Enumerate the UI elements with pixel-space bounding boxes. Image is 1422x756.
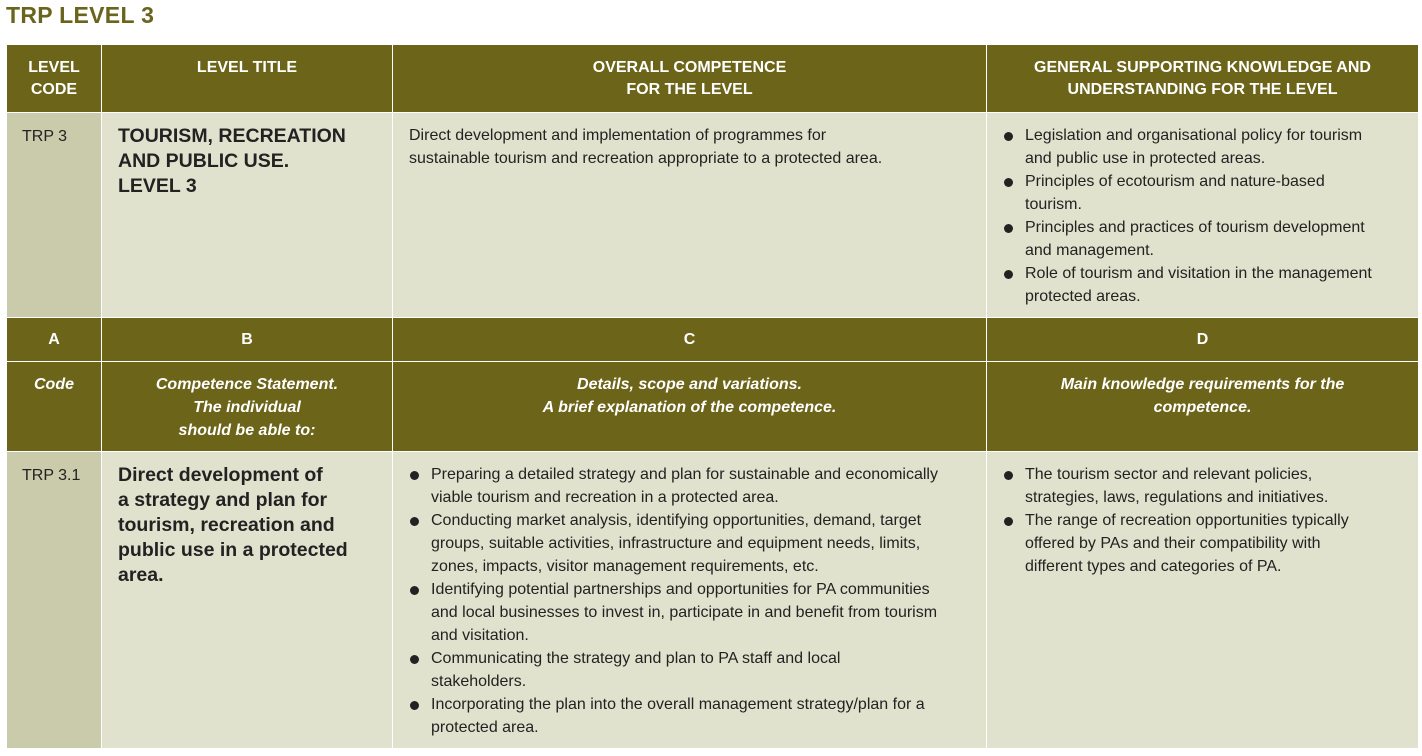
list-item: Role of tourism and visitation in the management protected areas. [1003, 262, 1404, 308]
competence-row [7, 452, 1419, 749]
competence-statement-cell [102, 452, 393, 749]
header-overall-competence: OVERALL COMPETENCE FOR THE LEVEL [393, 45, 987, 113]
list-item: Conducting market analysis, identifying opportunities, demand, target groups, suitable activities, infrastructure and equipment needs, limits, zones, impacts, visitor management requirements, etc. [409, 509, 972, 578]
list-item: Principles of ecotourism and nature-based tourism. [1003, 170, 1404, 216]
column-letter-c: C [393, 318, 987, 362]
level-title-cell [102, 113, 393, 318]
overall-competence: Direct development and implementation of programmes for sustainable tourism and recreation appropriate to a protected area. [409, 127, 883, 167]
list-item: Incorporating the plan into the overall management strategy/plan for a protected area. [409, 693, 972, 739]
header-level-code: LEVEL CODE [7, 45, 102, 113]
header-details-scope: Details, scope and variations. A brief explanation of the competence. [393, 362, 987, 452]
competence-table [6, 44, 1419, 749]
list-item: The range of recreation opportunities typically offered by PAs and their compatibility with different types and categories of PA. [1003, 509, 1404, 578]
column-letter-d: D [987, 318, 1419, 362]
header-general-knowledge: GENERAL SUPPORTING KNOWLEDGE AND UNDERSTANDING FOR THE LEVEL [987, 45, 1419, 113]
details-cell [393, 452, 987, 749]
main-knowledge-list [987, 452, 1418, 578]
overall-competence-cell [393, 113, 987, 318]
header-competence-statement: Competence Statement. The individual should be able to: [102, 362, 393, 452]
header-row-level [7, 45, 1419, 113]
list-item: The tourism sector and relevant policies, strategies, laws, regulations and initiatives. [1003, 463, 1404, 509]
list-item: Principles and practices of tourism development and management. [1003, 216, 1404, 262]
list-item: Preparing a detailed strategy and plan for sustainable and economically viable tourism and recreation in a protected area. [409, 463, 972, 509]
general-knowledge-list [987, 113, 1418, 308]
main-knowledge-cell [987, 452, 1419, 749]
list-item: Communicating the strategy and plan to PA staff and local stakeholders. [409, 647, 972, 693]
header-row-competence [7, 362, 1419, 452]
list-item: Identifying potential partnerships and opportunities for PA communities and local businesses to invest in, participate in and benefit from tourism and visitation. [409, 578, 972, 647]
column-letter-b: B [102, 318, 393, 362]
level-code: TRP 3 [7, 113, 102, 318]
details-list [393, 452, 986, 739]
page-title: TRP LEVEL 3 [6, 2, 155, 28]
list-item: Legislation and organisational policy for tourism and public use in protected areas. [1003, 124, 1404, 170]
column-letters-row [7, 318, 1419, 362]
header-main-knowledge: Main knowledge requirements for the competence. [987, 362, 1419, 452]
competence-statement: Direct development of a strategy and plan for tourism, recreation and public use in a protected area. [118, 464, 348, 586]
header-code: Code [7, 362, 102, 452]
general-knowledge-cell [987, 113, 1419, 318]
header-level-title: LEVEL TITLE [102, 45, 393, 113]
column-letter-a: A [7, 318, 102, 362]
level-row [7, 113, 1419, 318]
level-title: TOURISM, RECREATION AND PUBLIC USE. LEVEL 3 [118, 125, 346, 197]
competence-code: TRP 3.1 [7, 452, 102, 749]
